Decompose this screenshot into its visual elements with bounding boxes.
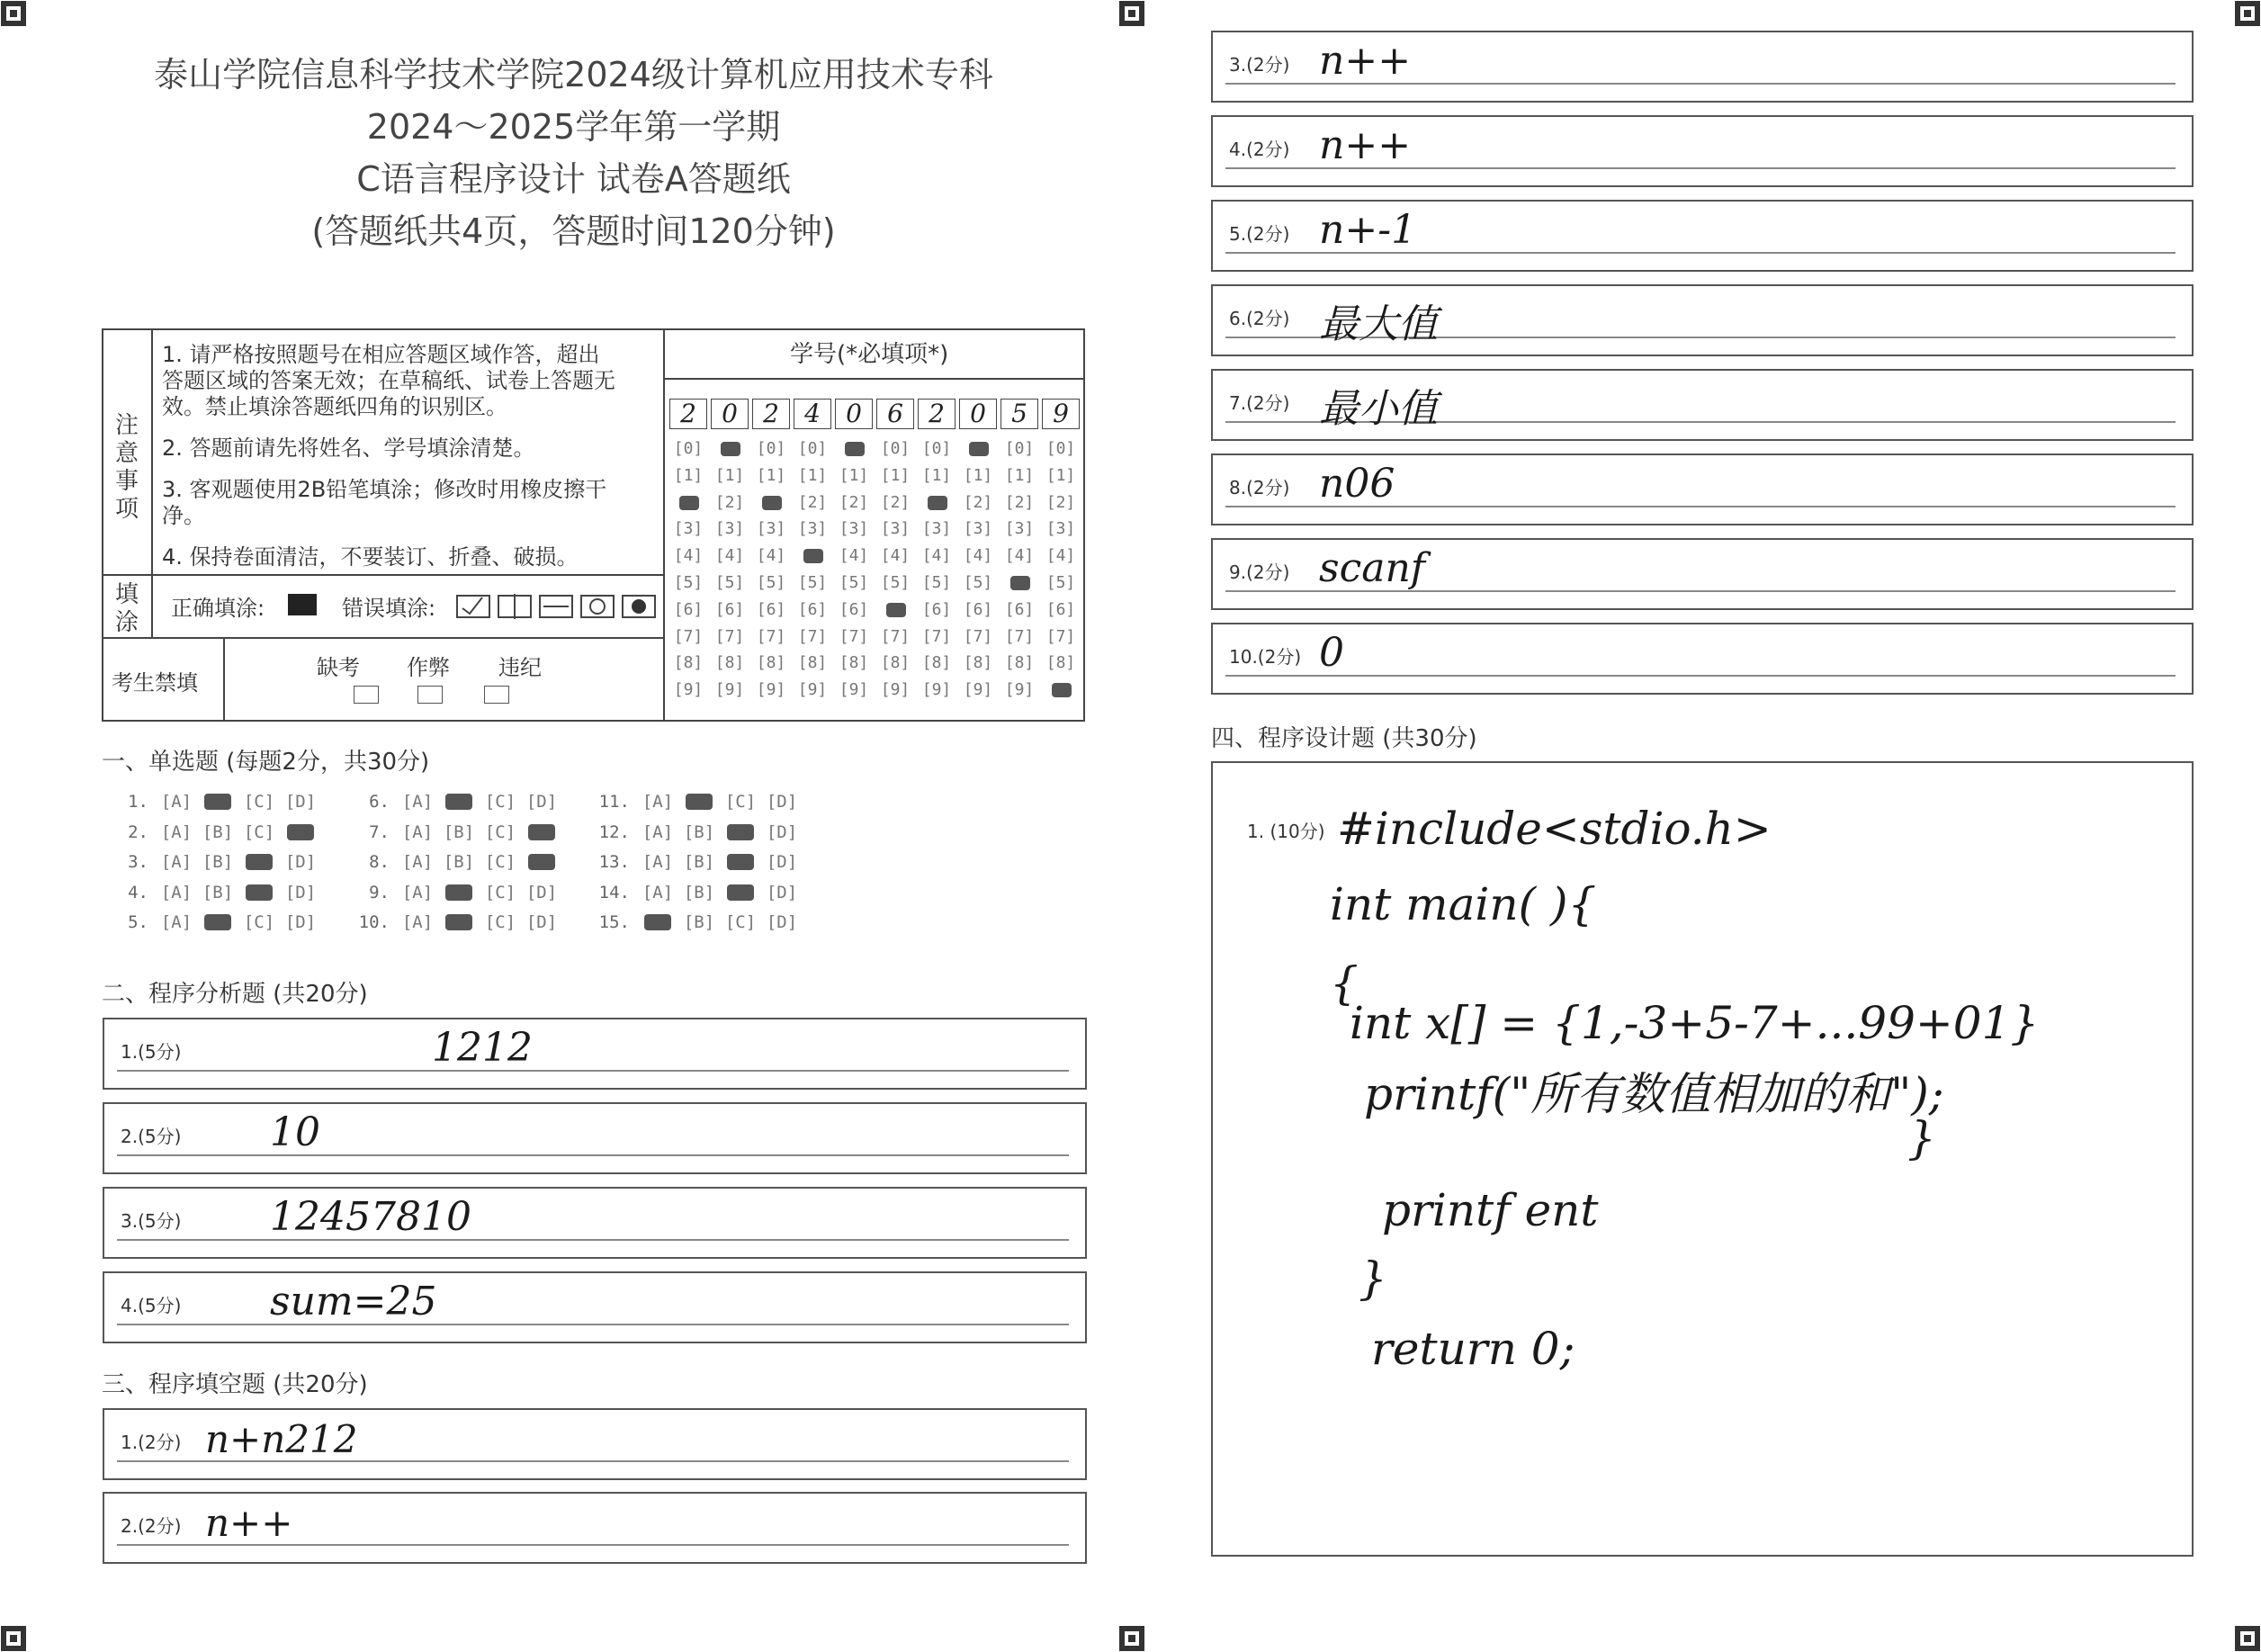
student-id-bubble[interactable]: [1]	[714, 465, 745, 485]
student-id-bubble[interactable]: [0]	[1045, 439, 1076, 458]
corner-marker-icon	[0, 1625, 27, 1652]
mc-question-row	[354, 792, 562, 812]
absent-checkbox[interactable]	[354, 686, 379, 704]
mc-option-bubble[interactable]: [A]	[401, 882, 434, 902]
student-id-bubble[interactable]: [1]	[1004, 465, 1035, 485]
notice-item-3: 3. 客观题使用2B铅笔填涂；修改时用橡皮擦干净。	[162, 477, 607, 528]
mc-question-number: 11.	[598, 792, 630, 812]
student-id-bubble[interactable]: [3]	[673, 519, 704, 539]
mc-option-bubble[interactable]	[197, 912, 238, 932]
mc-option-bubble[interactable]: [C]	[484, 852, 516, 872]
student-id-bubble[interactable]: [5]	[673, 573, 704, 592]
mc-option-bubble[interactable]: [A]	[160, 882, 193, 902]
student-id-bubble[interactable]: [9]	[1004, 680, 1035, 700]
violation-label: 违纪	[498, 655, 542, 680]
student-id-bubble[interactable]: [6]	[839, 599, 869, 619]
student-id-bubble[interactable]: [6]	[673, 599, 704, 619]
analysis-answer-label: 2.(5分)	[121, 1126, 182, 1147]
student-id-bubble[interactable]: [7]	[839, 626, 869, 646]
mc-question-number: 7.	[369, 822, 390, 842]
fill-answer-label: 8.(2分)	[1229, 477, 1290, 498]
mc-option-bubble[interactable]: [B]	[683, 912, 715, 932]
fill-answer-label: 2.(2分)	[121, 1515, 182, 1537]
student-id-bubble[interactable]: [4]	[673, 546, 704, 566]
student-id-bubble[interactable]: [7]	[963, 626, 993, 646]
analysis-answer-handwritten-answer: 1212	[432, 1025, 533, 1072]
mc-option-bubble[interactable]: [A]	[401, 822, 434, 842]
mc-question-row	[594, 792, 803, 812]
mc-option-bubble[interactable]: [B]	[202, 822, 234, 842]
analysis-answer-label: 3.(5分)	[121, 1210, 182, 1232]
mc-question-number: 14.	[598, 882, 630, 902]
student-id-bubble[interactable]: [4]	[839, 546, 869, 566]
student-id-bubble[interactable]	[919, 493, 955, 512]
mc-option-bubble[interactable]: [A]	[160, 792, 193, 812]
student-id-bubble[interactable]: [2]	[839, 492, 869, 512]
student-id-bubble[interactable]: [1]	[673, 465, 704, 485]
student-id-bubble[interactable]: [6]	[963, 599, 993, 619]
mc-question-number: 2.	[128, 822, 148, 842]
answer-underline	[117, 1324, 1069, 1325]
fill-answer-label: 9.(2分)	[1229, 561, 1290, 583]
student-id-bubble[interactable]: [9]	[839, 680, 869, 700]
fill-answer-label: 7.(2分)	[1229, 392, 1290, 414]
analysis-answer-box	[103, 1018, 1087, 1090]
mc-question-number: 6.	[369, 792, 390, 812]
violation-checkbox[interactable]	[484, 686, 509, 704]
student-id-bubble[interactable]	[712, 439, 748, 458]
analysis-answer-box	[103, 1187, 1087, 1259]
student-id-bubble[interactable]	[960, 439, 996, 458]
mc-option-bubble[interactable]: [D]	[525, 882, 558, 902]
student-id-bubble[interactable]: [1]	[756, 465, 786, 485]
student-id-bubble[interactable]: [4]	[1004, 546, 1035, 566]
mc-option-bubble[interactable]: [D]	[284, 792, 317, 812]
analysis-answer-label: 1.(5分)	[121, 1041, 182, 1063]
mc-question-row	[354, 822, 562, 842]
mc-question-number: 10.	[358, 912, 390, 932]
mc-question-row	[354, 852, 562, 872]
code-line: printf ent	[1382, 1184, 1599, 1236]
code-line: return 0;	[1371, 1323, 1575, 1375]
student-id-bubble[interactable]: [7]	[714, 626, 745, 646]
mc-option-bubble[interactable]: [C]	[484, 882, 516, 902]
student-id-bubble[interactable]: [2]	[797, 492, 828, 512]
student-id-bubble[interactable]: [5]	[880, 573, 911, 592]
mc-option-bubble[interactable]	[438, 792, 480, 812]
student-id-bubble[interactable]: [0]	[756, 439, 786, 458]
mc-option-bubble[interactable]: [D]	[766, 912, 798, 932]
mc-option-bubble[interactable]	[720, 883, 761, 902]
fill-answer-label: 3.(2分)	[1229, 54, 1290, 76]
mc-option-bubble[interactable]	[678, 792, 720, 812]
student-id-bubble[interactable]: [4]	[714, 546, 745, 566]
student-id-bubble[interactable]: [4]	[1045, 546, 1076, 566]
student-id-digit-cell: 0	[711, 399, 749, 429]
mc-option-bubble[interactable]	[438, 912, 480, 932]
mc-option-bubble[interactable]: [A]	[160, 852, 193, 872]
student-id-bubble[interactable]: [8]	[714, 653, 745, 673]
mc-question-row	[594, 883, 803, 902]
forbidden-label: 考生禁填	[112, 670, 198, 696]
corner-marker-icon	[1118, 1625, 1145, 1652]
student-id-title: 学号(*必填项*)	[790, 341, 949, 368]
student-id-bubble[interactable]: [8]	[756, 653, 786, 673]
mc-option-bubble[interactable]	[637, 912, 678, 932]
mc-option-bubble[interactable]: [D]	[766, 852, 798, 872]
student-id-bubble[interactable]: [2]	[880, 492, 911, 512]
student-id-bubble[interactable]: [1]	[963, 465, 993, 485]
student-id-bubble[interactable]: [4]	[921, 546, 952, 566]
student-id-digit-cell: 2	[752, 399, 790, 429]
mc-question-row	[112, 912, 321, 932]
student-id-bubble[interactable]: [3]	[1045, 519, 1076, 539]
mc-option-bubble[interactable]: [D]	[284, 882, 317, 902]
fill-answer-handwritten-answer: n06	[1319, 461, 1395, 507]
student-id-bubble[interactable]	[877, 600, 913, 619]
mc-option-bubble[interactable]: [A]	[401, 852, 434, 872]
student-id-bubble[interactable]: [6]	[1045, 599, 1076, 619]
corner-marker-icon	[2234, 1625, 2261, 1652]
fill-answer-handwritten-answer: scanf	[1319, 545, 1426, 592]
mc-option-bubble[interactable]: [C]	[484, 792, 516, 812]
student-id-bubble[interactable]: [5]	[839, 573, 869, 592]
mc-question-number: 9.	[369, 882, 390, 902]
student-id-bubble[interactable]: [3]	[921, 519, 952, 539]
student-id-bubble[interactable]: [4]	[963, 546, 993, 566]
mc-option-bubble[interactable]: [D]	[766, 882, 798, 902]
student-id-bubble[interactable]: [0]	[673, 439, 704, 458]
mc-option-bubble[interactable]: [B]	[683, 822, 715, 842]
student-id-bubble[interactable]: [2]	[1004, 492, 1035, 512]
mc-question-number: 13.	[598, 852, 630, 872]
divider	[663, 328, 665, 722]
student-id-bubble[interactable]: [0]	[921, 439, 952, 458]
student-id-bubble[interactable]: [3]	[714, 519, 745, 539]
fill-vertical-label: 填 涂	[114, 581, 139, 636]
absent-label: 缺考	[317, 655, 360, 680]
student-id-digit-cell: 9	[1042, 399, 1080, 429]
mc-question-number: 12.	[598, 822, 630, 842]
corner-marker-icon	[0, 0, 27, 27]
mc-option-bubble[interactable]	[521, 852, 562, 872]
analysis-answer-handwritten-answer: sum=25	[270, 1279, 437, 1325]
student-id-bubble[interactable]: [0]	[880, 439, 911, 458]
analysis-answer-label: 4.(5分)	[121, 1295, 182, 1316]
correct-fill-sample	[288, 594, 317, 615]
divider	[223, 637, 225, 722]
mc-question-row	[594, 912, 803, 932]
student-id-bubble[interactable]: [1]	[921, 465, 952, 485]
student-id-bubble[interactable]: [5]	[756, 573, 786, 592]
notice-vertical-label: 注 意 事 项	[114, 412, 139, 523]
mc-question-number: 1.	[128, 792, 148, 812]
student-id-bubble[interactable]: [4]	[756, 546, 786, 566]
student-id-bubble[interactable]	[1043, 680, 1079, 699]
mc-option-bubble[interactable]	[238, 883, 280, 902]
mc-option-bubble[interactable]: [D]	[284, 912, 317, 932]
fill-answer-label: 4.(2分)	[1229, 139, 1290, 160]
mc-option-bubble[interactable]: [B]	[443, 822, 475, 842]
wrong-fill-label: 错误填涂:	[342, 596, 436, 621]
student-id-bubble[interactable]: [7]	[1045, 626, 1076, 646]
fill-answer-label: 1.(2分)	[121, 1432, 182, 1453]
analysis-answer-handwritten-answer: 12457810	[270, 1194, 471, 1241]
student-id-digit-cell: 6	[876, 399, 914, 429]
student-id-bubble[interactable]: [5]	[963, 573, 993, 592]
fill-answer-label: 6.(2分)	[1229, 308, 1290, 329]
student-id-bubble[interactable]: [6]	[714, 599, 745, 619]
student-id-bubble[interactable]: [0]	[1004, 439, 1035, 458]
student-id-digit-cell: 0	[959, 399, 997, 429]
student-id-digit-cell: 2	[918, 399, 956, 429]
notice-item-1: 1. 请严格按照题号在相应答题区域作答，超出答题区域的答案无效；在草稿纸、试卷上答题无效。禁止填涂答题纸四角的识别区。	[162, 342, 615, 419]
mc-question-number: 5.	[128, 912, 148, 932]
student-id-bubble[interactable]: [5]	[1045, 573, 1076, 592]
student-id-bubble[interactable]: [5]	[921, 573, 952, 592]
course-title: C语言程序设计 试卷A答题纸	[356, 159, 791, 199]
fill-answer-handwritten-answer: n+-1	[1319, 207, 1417, 254]
code-line: }	[1907, 1112, 1936, 1164]
student-id-bubble[interactable]: [4]	[880, 546, 911, 566]
corner-marker-icon	[1118, 0, 1145, 27]
mc-option-bubble[interactable]: [C]	[243, 822, 275, 842]
student-id-bubble[interactable]: [6]	[797, 599, 828, 619]
answer-underline	[117, 1239, 1069, 1241]
student-id-bubble[interactable]: [9]	[756, 680, 786, 700]
student-id-bubble[interactable]: [3]	[880, 519, 911, 539]
student-id-bubble[interactable]: [6]	[1004, 599, 1035, 619]
student-id-bubble[interactable]: [8]	[839, 653, 869, 673]
student-id-bubble[interactable]	[670, 493, 706, 512]
student-id-bubble[interactable]: [8]	[797, 653, 828, 673]
mc-option-bubble[interactable]: [C]	[484, 822, 516, 842]
mc-option-bubble[interactable]	[438, 883, 480, 902]
fill-answer-label: 5.(2分)	[1229, 223, 1290, 245]
corner-marker-icon	[2234, 0, 2261, 27]
mc-option-bubble[interactable]: [A]	[160, 912, 193, 932]
cheating-checkbox[interactable]	[417, 686, 443, 704]
sheet-info: (答题纸共4页，答题时间120分钟)	[311, 211, 836, 251]
fill-answer-handwritten-answer: 0	[1319, 630, 1344, 677]
divider	[151, 574, 153, 639]
mc-option-bubble[interactable]: [A]	[642, 792, 674, 812]
analysis-answer-handwritten-answer: 10	[270, 1109, 320, 1156]
student-id-bubble[interactable]: [0]	[797, 439, 828, 458]
student-id-bubble[interactable]: [9]	[673, 680, 704, 700]
mc-option-bubble[interactable]	[280, 822, 321, 842]
mc-option-bubble[interactable]: [D]	[525, 792, 558, 812]
student-id-bubble[interactable]: [1]	[1045, 465, 1076, 485]
code-line: printf("所有数值相加的和");	[1364, 1068, 1944, 1120]
mc-question-row	[354, 883, 562, 902]
cheating-label: 作弊	[407, 655, 450, 680]
mc-question-number: 15.	[598, 912, 630, 932]
term-title: 2024～2025学年第一学期	[366, 107, 781, 147]
student-id-bubble[interactable]: [3]	[839, 519, 869, 539]
mc-option-bubble[interactable]	[521, 822, 562, 842]
student-id-bubble[interactable]: [7]	[880, 626, 911, 646]
exam-title: 泰山学院信息科学技术学院2024级计算机应用技术专科	[154, 55, 993, 94]
mc-option-bubble[interactable]: [D]	[284, 852, 317, 872]
mc-option-bubble[interactable]: [B]	[443, 852, 475, 872]
analysis-answer-box	[103, 1271, 1087, 1343]
mc-option-bubble[interactable]: [B]	[683, 882, 715, 902]
answer-underline	[1225, 675, 2176, 677]
section4-title: 四、程序设计题 (共30分)	[1211, 725, 1477, 752]
mc-option-bubble[interactable]: [D]	[525, 912, 558, 932]
student-id-bubble[interactable]: [6]	[756, 599, 786, 619]
mc-option-bubble[interactable]: [D]	[766, 792, 798, 812]
divider	[663, 378, 1085, 380]
section3-title: 三、程序填空题 (共20分)	[102, 1371, 368, 1398]
fill-answer-handwritten-answer: n++	[1319, 122, 1412, 169]
mc-question-number: 3.	[128, 852, 148, 872]
student-id-bubble[interactable]: [1]	[880, 465, 911, 485]
student-id-bubble[interactable]: [8]	[880, 653, 911, 673]
mc-question-row	[594, 822, 803, 842]
student-id-bubble[interactable]: [1]	[797, 465, 828, 485]
student-id-bubble[interactable]: [3]	[1004, 519, 1035, 539]
code-line: int x[] = {1,-3+5-7+...99+01}	[1350, 997, 2040, 1049]
mc-question-row	[112, 792, 321, 812]
student-id-bubble[interactable]: [3]	[797, 519, 828, 539]
code-line: {	[1330, 957, 1359, 1010]
divider	[151, 328, 153, 576]
student-id-bubble[interactable]: [9]	[963, 680, 993, 700]
student-id-bubble[interactable]: [2]	[714, 492, 745, 512]
student-id-bubble[interactable]: [8]	[1045, 653, 1076, 673]
student-id-bubble[interactable]: [8]	[921, 653, 952, 673]
mc-question-row	[112, 822, 321, 842]
fill-answer-box	[1211, 623, 2194, 695]
answer-underline	[117, 1154, 1069, 1156]
mc-option-bubble[interactable]	[720, 822, 761, 842]
mc-option-bubble[interactable]: [C]	[243, 792, 275, 812]
student-id-bubble[interactable]: [1]	[839, 465, 869, 485]
student-id-bubble[interactable]: [5]	[797, 573, 828, 592]
student-id-bubble[interactable]: [7]	[673, 626, 704, 646]
student-id-digit-cell: 0	[835, 399, 873, 429]
mc-option-bubble[interactable]: [A]	[401, 792, 434, 812]
student-id-bubble[interactable]	[836, 439, 872, 458]
student-id-bubble[interactable]: [7]	[921, 626, 952, 646]
mc-option-bubble[interactable]: [C]	[724, 912, 757, 932]
mc-option-bubble[interactable]: [B]	[683, 852, 715, 872]
student-id-digit-cell: 4	[794, 399, 831, 429]
student-id-bubble[interactable]: [9]	[921, 680, 952, 700]
fill-answer-handwritten-answer: n++	[1319, 38, 1412, 85]
student-id-bubble[interactable]: [2]	[963, 492, 993, 512]
student-id-digit-cell: 5	[1000, 399, 1038, 429]
student-id-bubble[interactable]: [9]	[880, 680, 911, 700]
student-id-bubble[interactable]: [3]	[963, 519, 993, 539]
correct-fill-label: 正确填涂:	[171, 596, 265, 621]
student-id-bubble[interactable]	[794, 546, 830, 565]
student-id-bubble[interactable]: [7]	[1004, 626, 1035, 646]
student-id-bubble[interactable]: [8]	[1004, 653, 1035, 673]
student-id-bubble[interactable]: [3]	[756, 519, 786, 539]
mc-option-bubble[interactable]: [B]	[202, 852, 234, 872]
section1-title: 一、单选题 (每题2分，共30分)	[102, 749, 430, 776]
mc-option-bubble[interactable]: [A]	[401, 912, 434, 932]
mc-question-number: 4.	[128, 882, 148, 902]
student-id-bubble[interactable]: [5]	[714, 573, 745, 592]
student-id-bubble[interactable]: [7]	[756, 626, 786, 646]
mc-question-row	[112, 883, 321, 902]
fill-answer-handwritten-answer: n++	[205, 1500, 293, 1545]
mc-option-bubble[interactable]	[197, 792, 238, 812]
notice-item-2: 2. 答题前请先将姓名、学号填涂清楚。	[162, 435, 535, 461]
mc-option-bubble[interactable]: [A]	[642, 882, 674, 902]
code-line: int main( ){	[1330, 878, 1597, 930]
code-line: #include<stdio.h>	[1337, 803, 1772, 855]
mc-option-bubble[interactable]: [A]	[642, 852, 674, 872]
student-id-bubble[interactable]	[1001, 573, 1037, 592]
mc-option-bubble[interactable]: [B]	[202, 882, 234, 902]
student-id-bubble[interactable]: [8]	[673, 653, 704, 673]
mc-option-bubble[interactable]: [A]	[160, 822, 193, 842]
notice-item-4: 4. 保持卷面清洁，不要装订、折叠、破损。	[162, 544, 579, 570]
mc-option-bubble[interactable]: [C]	[724, 792, 757, 812]
mc-question-row	[112, 852, 321, 872]
mc-option-bubble[interactable]: [A]	[642, 822, 674, 842]
program-design-label: 1. (10分)	[1247, 821, 1325, 842]
student-id-bubble[interactable]	[753, 493, 789, 512]
mc-question-row	[354, 912, 562, 932]
section2-title: 二、程序分析题 (共20分)	[102, 981, 368, 1008]
divider	[102, 637, 665, 639]
code-line: }	[1359, 1252, 1387, 1305]
mc-option-bubble[interactable]: [C]	[484, 912, 516, 932]
fill-answer-handwritten-answer: n+n212	[205, 1416, 358, 1461]
fill-answer-label: 10.(2分)	[1229, 646, 1302, 668]
student-id-bubble[interactable]: [7]	[797, 626, 828, 646]
mc-option-bubble[interactable]	[238, 852, 280, 872]
divider	[102, 574, 665, 576]
mc-option-bubble[interactable]: [C]	[243, 912, 275, 932]
student-id-digit-cell: 2	[669, 399, 707, 429]
mc-option-bubble[interactable]	[720, 852, 761, 872]
student-id-bubble[interactable]: [2]	[1045, 492, 1076, 512]
analysis-answer-box	[103, 1102, 1087, 1174]
fill-answer-handwritten-answer: 最小值	[1319, 386, 1438, 433]
fill-answer-handwritten-answer: 最大值	[1319, 301, 1438, 348]
student-id-bubble[interactable]: [9]	[797, 680, 828, 700]
mc-question-row	[594, 852, 803, 872]
mc-option-bubble[interactable]: [D]	[766, 822, 798, 842]
student-id-bubble[interactable]: [9]	[714, 680, 745, 700]
student-id-bubble[interactable]: [6]	[921, 599, 952, 619]
wrong-fill-samples-icon	[455, 594, 657, 624]
mc-question-number: 8.	[369, 852, 390, 872]
student-id-bubble[interactable]: [8]	[963, 653, 993, 673]
answer-underline	[117, 1070, 1069, 1072]
